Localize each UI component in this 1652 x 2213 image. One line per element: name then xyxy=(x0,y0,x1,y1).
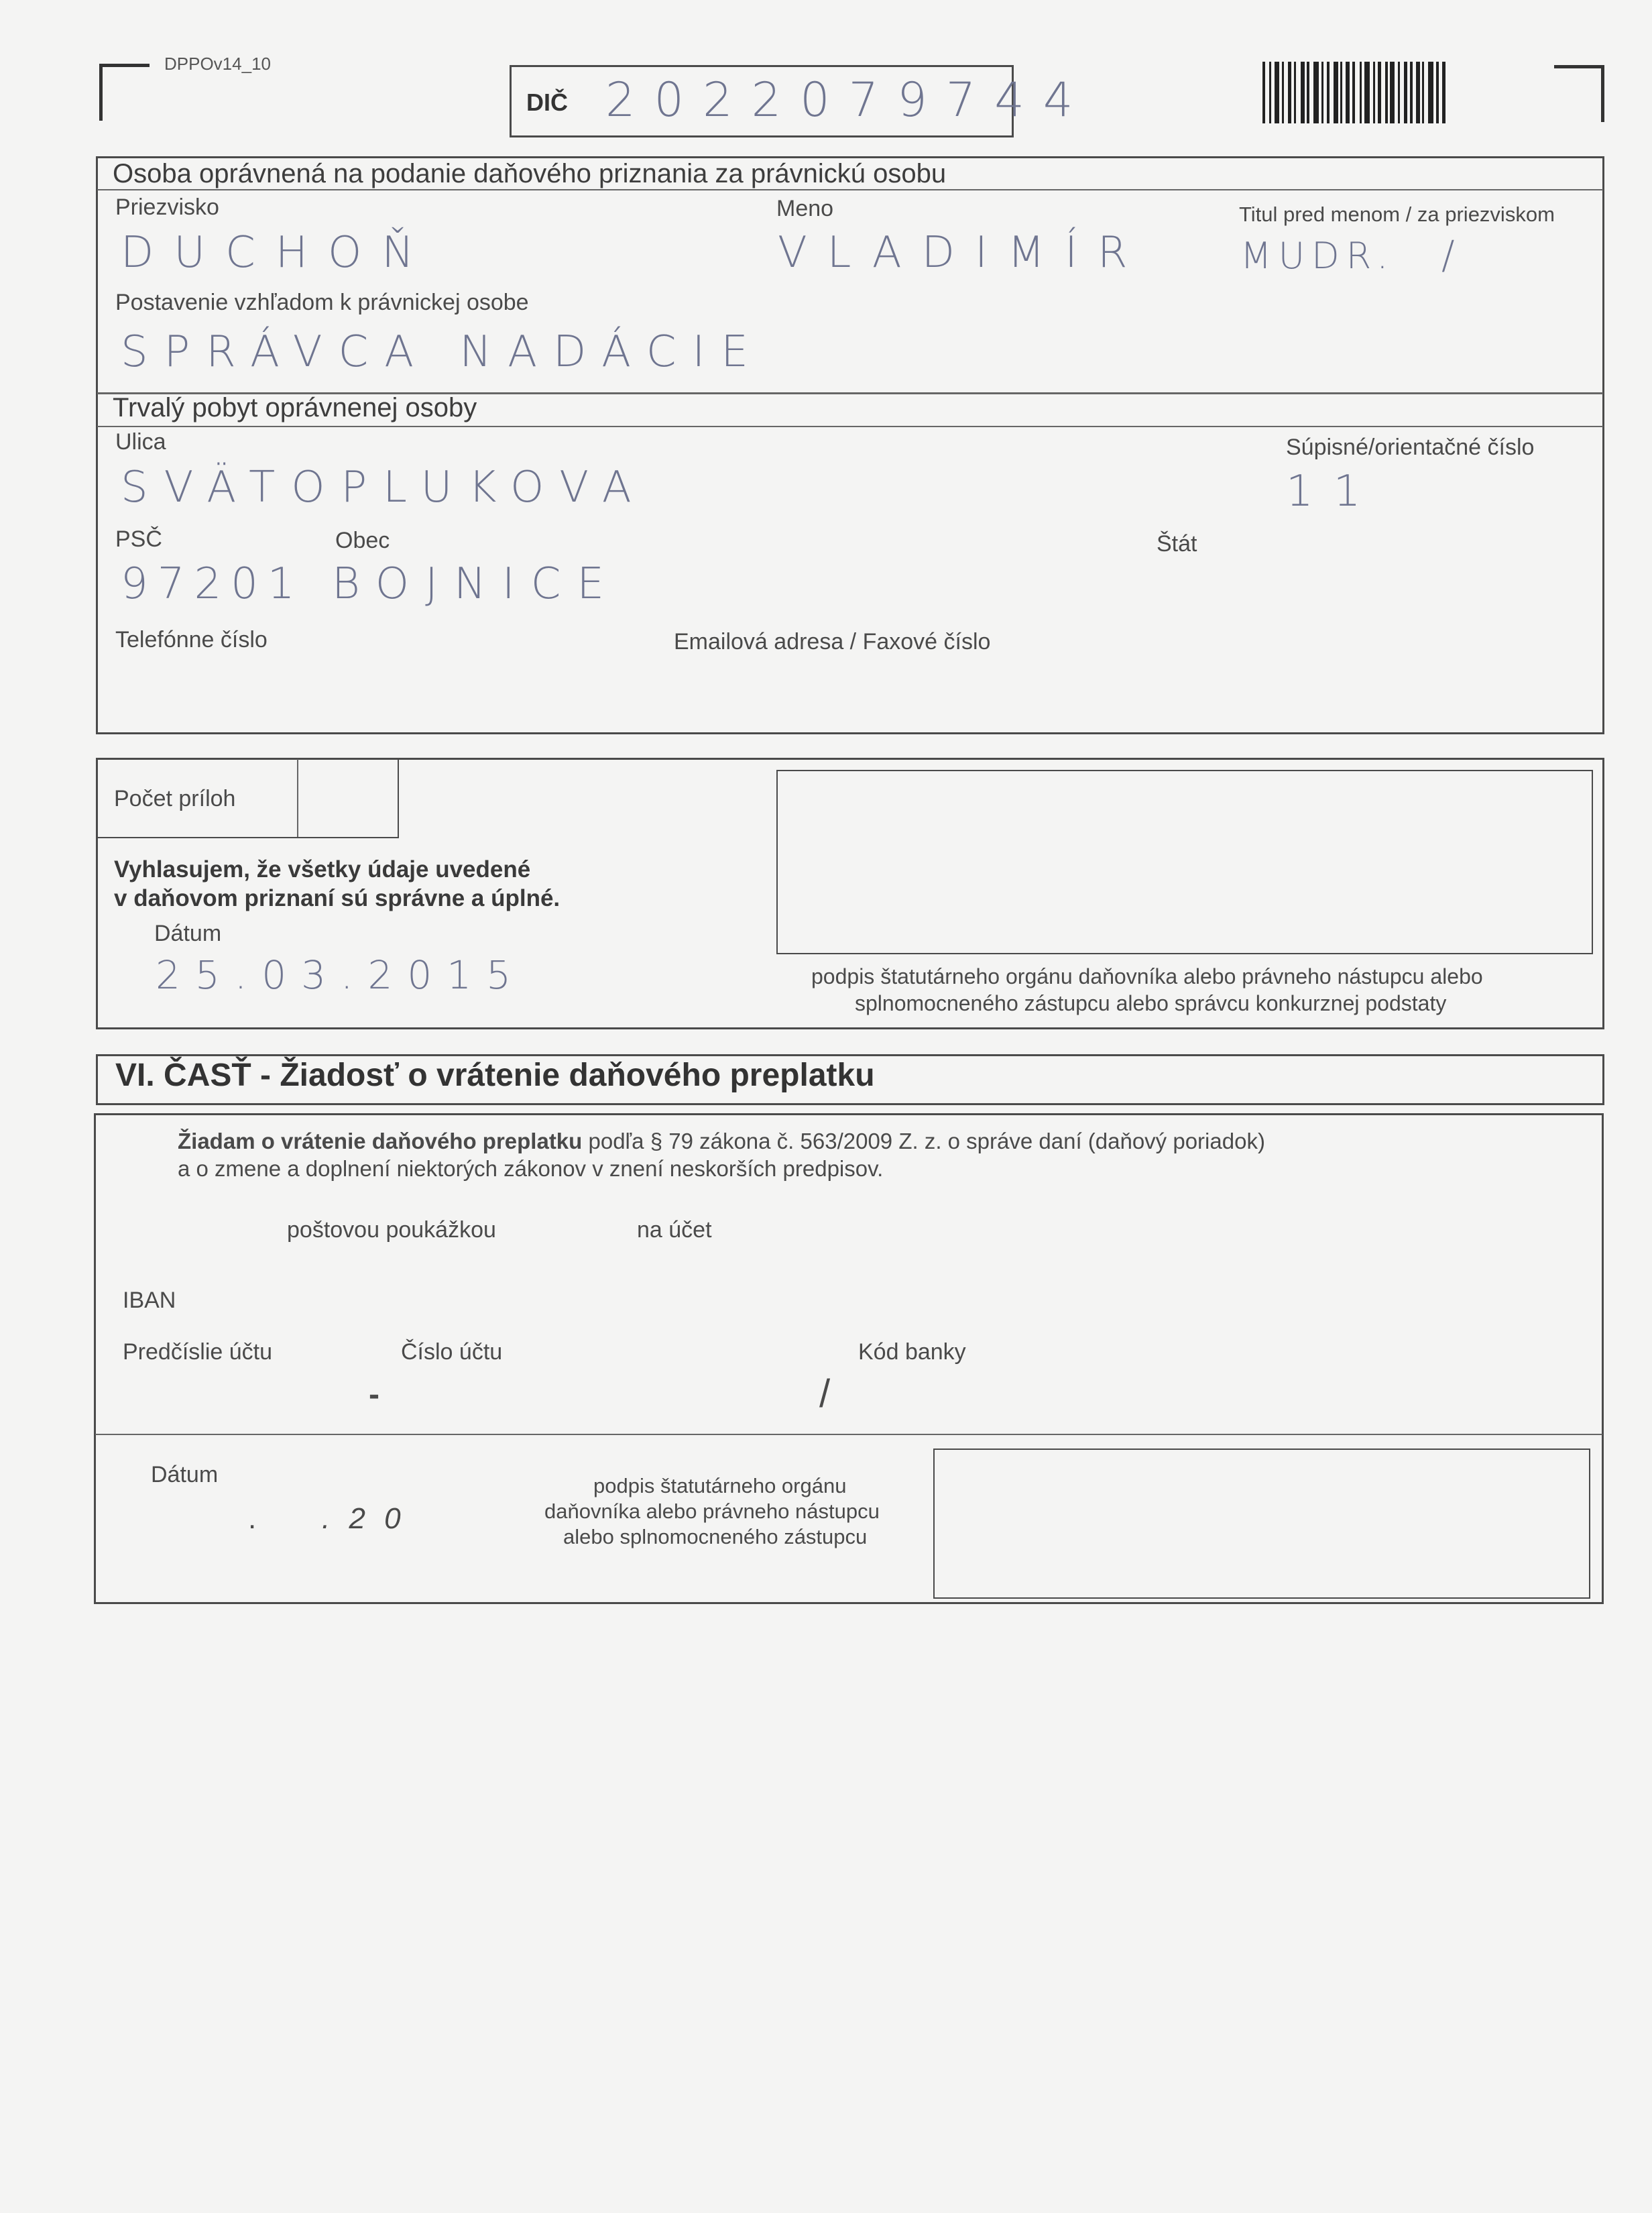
option-postal[interactable]: poštovou poukážkou xyxy=(287,1217,496,1243)
vi-date-label: Dátum xyxy=(151,1462,219,1487)
vi-date-year[interactable]: . 2 0 xyxy=(322,1502,406,1535)
barcode xyxy=(1262,62,1511,123)
psc-label: PSČ xyxy=(115,526,162,552)
statement-line-2: v daňovom priznaní sú správne a úplné. xyxy=(114,885,560,911)
top-left-corner-mark xyxy=(99,64,150,121)
account-label: Číslo účtu xyxy=(401,1339,503,1365)
option-account[interactable]: na účet xyxy=(637,1217,712,1243)
person-title-underline xyxy=(97,189,1603,190)
psc-value[interactable]: 97201 xyxy=(121,559,304,609)
surname-label: Priezvisko xyxy=(115,194,219,220)
bank-label: Kód banky xyxy=(858,1339,966,1365)
residence-title-underline xyxy=(97,426,1603,427)
street-value[interactable]: SVÄTOPLUKOVA xyxy=(121,463,648,512)
section-vi-title: VI. ČASŤ - Žiadosť o vrátenie daňového preplatku xyxy=(115,1058,875,1093)
vi-signature-box[interactable] xyxy=(933,1449,1590,1599)
declaration-signature-caption-2: splnomocneného zástupcu alebo správcu konkurznej podstaty xyxy=(855,991,1447,1015)
vi-signature-caption-2: daňovníka alebo právneho nástupcu xyxy=(544,1499,880,1523)
residence-section-title: Trvalý pobyt oprávnenej osoby xyxy=(113,393,477,422)
request-line-1 xyxy=(178,1129,1265,1154)
position-label: Postavenie vzhľadom k právnickej osobe xyxy=(115,290,529,315)
form-code: DPPOv14_10 xyxy=(164,54,271,74)
dic-label: DIČ xyxy=(526,89,568,116)
declaration-signature-caption-1: podpis štatutárneho orgánu daňovníka alebo právneho nástupcu alebo xyxy=(811,964,1483,988)
title-label: Titul pred menom / za priezviskom xyxy=(1239,203,1555,226)
name-value[interactable]: VLADIMÍR xyxy=(778,228,1148,278)
number-value[interactable]: 11 xyxy=(1286,467,1381,516)
iban-label: IBAN xyxy=(123,1288,176,1313)
email-label: Emailová adresa / Faxové číslo xyxy=(674,629,991,655)
vi-signature-caption-3: alebo splnomocneného zástupcu xyxy=(563,1525,868,1548)
declaration-signature-box[interactable] xyxy=(776,770,1593,954)
title-after-value[interactable]: / xyxy=(1441,232,1455,278)
request-line-2: a o zmene a doplnení niektorých zákonov v znení neskorších predpisov. xyxy=(178,1156,884,1181)
city-label: Obec xyxy=(335,528,390,553)
dic-box xyxy=(510,65,1092,137)
declaration-date-value[interactable]: 25.03.2015 xyxy=(156,952,526,998)
bank-slash: / xyxy=(819,1372,831,1416)
request-bold: Žiadam o vrátenie daňového preplatku xyxy=(178,1129,583,1153)
request-text: podľa § 79 zákona č. 563/2009 Z. z. o správe daní (daňový poriadok) xyxy=(582,1129,1265,1153)
declaration-date-label: Dátum xyxy=(154,921,222,946)
number-label: Súpisné/orientačné číslo xyxy=(1286,435,1535,460)
attachments-divider xyxy=(297,759,298,837)
surname-value[interactable]: DUCHOŇ xyxy=(121,228,434,278)
dic-value[interactable]: 2022079744 xyxy=(605,72,1092,127)
prefix-label: Predčíslie účtu xyxy=(123,1339,272,1365)
section-vi-divider xyxy=(95,1434,1602,1435)
city-value[interactable]: BOJNICE xyxy=(332,559,620,609)
vi-date-dot[interactable]: . xyxy=(248,1502,257,1535)
top-right-corner-mark xyxy=(1554,65,1604,122)
attachments-count-field[interactable] xyxy=(300,760,397,836)
account-dash: - xyxy=(369,1377,379,1412)
position-value[interactable]: SPRÁVCA NADÁCIE xyxy=(121,327,764,377)
statement-line-1: Vyhlasujem, že všetky údaje uvedené xyxy=(114,856,531,883)
state-label: Štát xyxy=(1157,531,1197,557)
person-section-title: Osoba oprávnená na podanie daňového priznania za právnickú osobu xyxy=(113,159,947,188)
attachments-label: Počet príloh xyxy=(114,786,236,811)
vi-signature-caption-1: podpis štatutárneho orgánu xyxy=(593,1474,847,1497)
street-label: Ulica xyxy=(115,429,166,455)
name-label: Meno xyxy=(776,196,834,221)
title-value[interactable]: MUDR. xyxy=(1240,235,1395,277)
phone-label: Telefónne číslo xyxy=(115,627,268,652)
